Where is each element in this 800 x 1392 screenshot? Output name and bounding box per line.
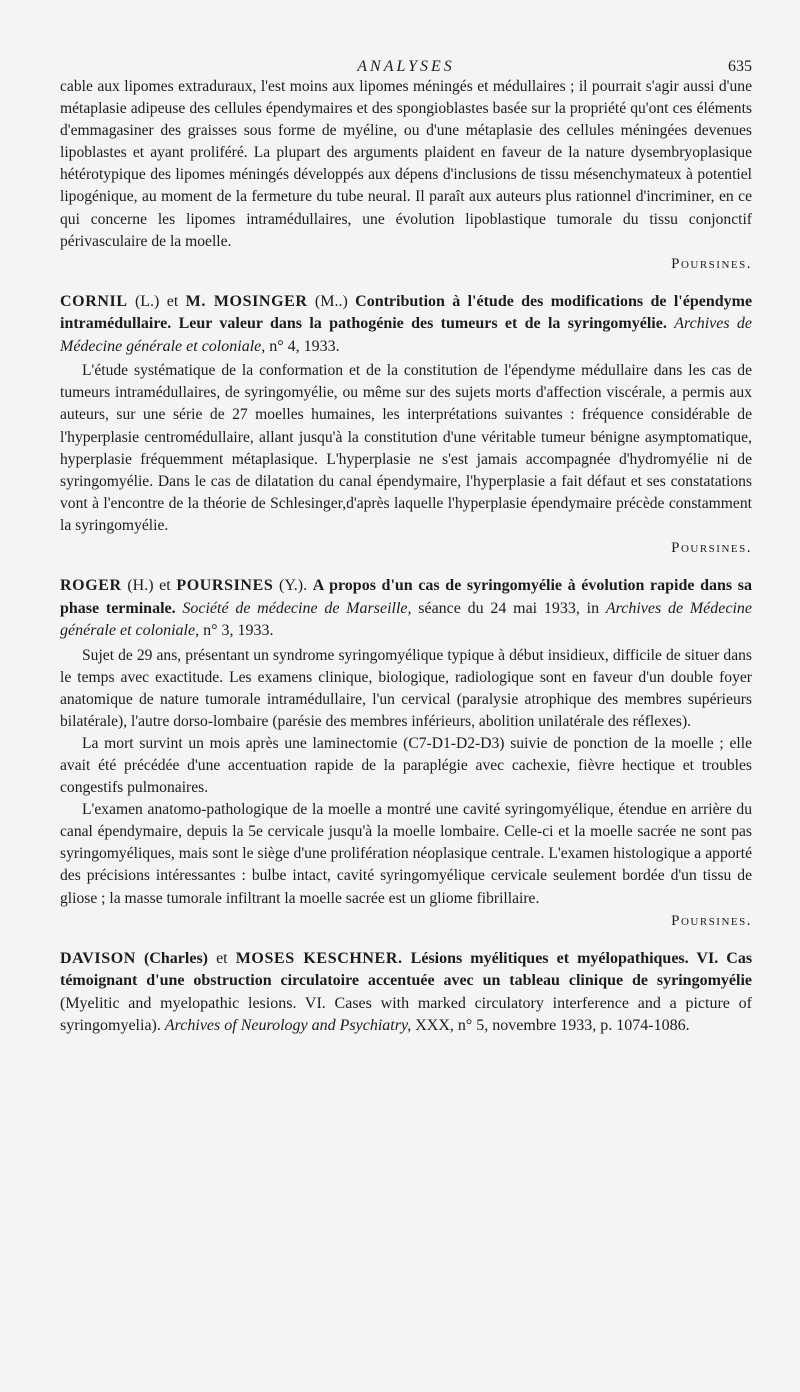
intro-paragraph: cable aux lipomes extraduraux, l'est moins aux lipomes méningés et médullaires ; il pourrait s'agir aussi d'une métaplasie adipeuse des cellules épendymaires et des spongioblastes basée sur la propriété qu'ont ces éléments d'emmagasiner des graisses sous forme de myéline, ou d'une métaplasie des cellules méningées devenues lipoblastes et ayant proliféré. La plupart des arguments plaident en faveur de la nature dysembryoplasique hétérotypique des lipomes méningés développés aux dépens d'inclusions de tissu mésenchymateux à potentiel lipogénique, au moment de la fermeture du tube neural. Il paraît aux auteurs plus rationnel d'incriminer, en ce qui concerne les lipomes intramédullaires, une évolution lipoblastique tumorale du tissu conjonctif périvasculaire de la moelle. xyxy=(60,78,752,250)
entry-heading xyxy=(60,291,752,359)
entry-signature: Poursines. xyxy=(671,540,752,556)
coauthor-name: MOSES KESCHNER. xyxy=(235,949,403,967)
article-title: Lésions myélitiques et myélopathiques. VI. Cas témoignant d'une obstruction circulatoire accentuée avec un tableau clinique de syringomyélie xyxy=(60,949,753,990)
journal-issue: n° 4, 1933. xyxy=(269,337,340,355)
author-initial: (L.) xyxy=(134,292,160,310)
author-name: CORNIL xyxy=(60,292,128,310)
author-name: ROGER xyxy=(60,577,122,594)
abstract-entry-roger xyxy=(60,575,752,932)
running-title: ANALYSES xyxy=(357,58,455,75)
journal-issue: XXX, n° 5, novembre 1933, p. 1074-1086. xyxy=(415,1017,690,1035)
english-title: (Myelitic and myelopathic lesions. VI. Cases with marked circulatory interference and a picture of syringomyelia). xyxy=(60,994,752,1035)
conjunction: et xyxy=(159,577,171,594)
entry-signature: Poursines. xyxy=(671,912,752,929)
entry-body-paragraph: L'examen anatomo-pathologique de la moelle a montré une cavité syringomyélique, étendue en arrière du canal épendymaire, depuis la 5e cervicale jusqu'à la moelle lombaire. Celle-ci et la moelle sacrée ne sont pas syringomyéliques, mais sont le siège d'une prolifération néoplasique centrale. L'examen histologique a apporté des précisions intéressantes : bulbe intact, cavité syringomyélique cervicale seulement bordée d'un tissu de gliose ; la masse tumorale infiltrant la moelle sacrée est un gliome fibrillaire. xyxy=(60,801,752,907)
journal-source-secondary: Archives de Médecine générale et coloniale, xyxy=(60,599,752,639)
entry-body-paragraph: L'étude systématique de la conformation et de la constitution de l'épendyme médullaire dans les cas de tumeurs intramédullaires, de syringomyélie, ou même sur des sujets morts d'affection viscérale, a permis aux auteurs, sur une série de 27 moelles humaines, les interprétations suivantes : fréquence considérable de l'hyperplasie centromédullaire, allant jusqu'à la constitution d'une véritable tumeur bénigne asymptomatique, hyperplasie fréquemment métaplasique. L'hyperplasie ne s'est jamais accompagnée d'hydromyélie ni de syringomyélie. Dans le cas de dilatation du canal épendymaire, l'hyperplasie a fait défaut et ses constatations vont à l'encontre de la théorie de Schlesinger,d'après laquelle l'hyperplasie épendymaire précède constamment la syringomyélie. xyxy=(60,362,752,534)
entry-heading xyxy=(60,575,752,643)
journal-source: Société de médecine de Marseille, xyxy=(182,599,412,617)
article-title: A propos d'un cas de syringomyélie à évolution rapide dans sa phase terminale. xyxy=(60,577,753,617)
author-name: DAVISON xyxy=(60,949,136,967)
abstract-entry-davison xyxy=(60,948,752,1038)
article-title: Contribution à l'étude des modifications de l'épendyme intramédullaire. Leur valeur dans la pathogénie des tumeurs et de la syringomyélie. xyxy=(60,292,753,333)
journal-issue: séance du 24 mai 1933, in xyxy=(418,599,600,617)
page-number: 635 xyxy=(728,58,752,75)
author-initial: (H.) xyxy=(127,577,154,594)
journal-issue-secondary: n° 3, 1933. xyxy=(203,622,274,639)
entry-body-paragraph: Sujet de 29 ans, présentant un syndrome syringomyélique typique à début insidieux, difficile de situer dans le temps avec exactitude. Les examens clinique, biologique, radiologique sont en faveur d'un double foyer anatomique de nature tumorale intramédullaire, l'un cervical (paralysie atrophique des membres supérieurs bilatérale), l'autre dorso-lombaire (parésie des membres inférieurs, abolition unilatérale des réflexes). xyxy=(60,646,752,730)
running-header xyxy=(60,30,752,76)
conjunction: et xyxy=(216,949,228,967)
coauthor-name: POURSINES xyxy=(176,577,274,594)
author-initial: (Charles) xyxy=(144,949,208,967)
abstract-entry-cornil xyxy=(60,291,752,559)
journal-source: Archives de Médecine générale et coloniale, xyxy=(60,315,753,355)
coauthor-initial: (M..) xyxy=(314,292,348,310)
entry-body-paragraph: La mort survint un mois après une laminectomie (C7-D1-D2-D3) suivie de ponction de la moelle ; elle avait été précédée d'une accentuation rapide de la paraplégie avec cachexie, fièvre hectique et troubles congestifs pulmonaires. xyxy=(60,734,752,797)
journal-source: Archives of Neurology and Psychiatry, xyxy=(164,1017,412,1035)
coauthor-initial: (Y.). xyxy=(278,577,308,594)
coauthor-name: M. MOSINGER xyxy=(185,292,308,310)
intro-signature: Poursines. xyxy=(671,255,752,272)
entry-heading xyxy=(60,948,752,1038)
conjunction: et xyxy=(166,292,179,310)
